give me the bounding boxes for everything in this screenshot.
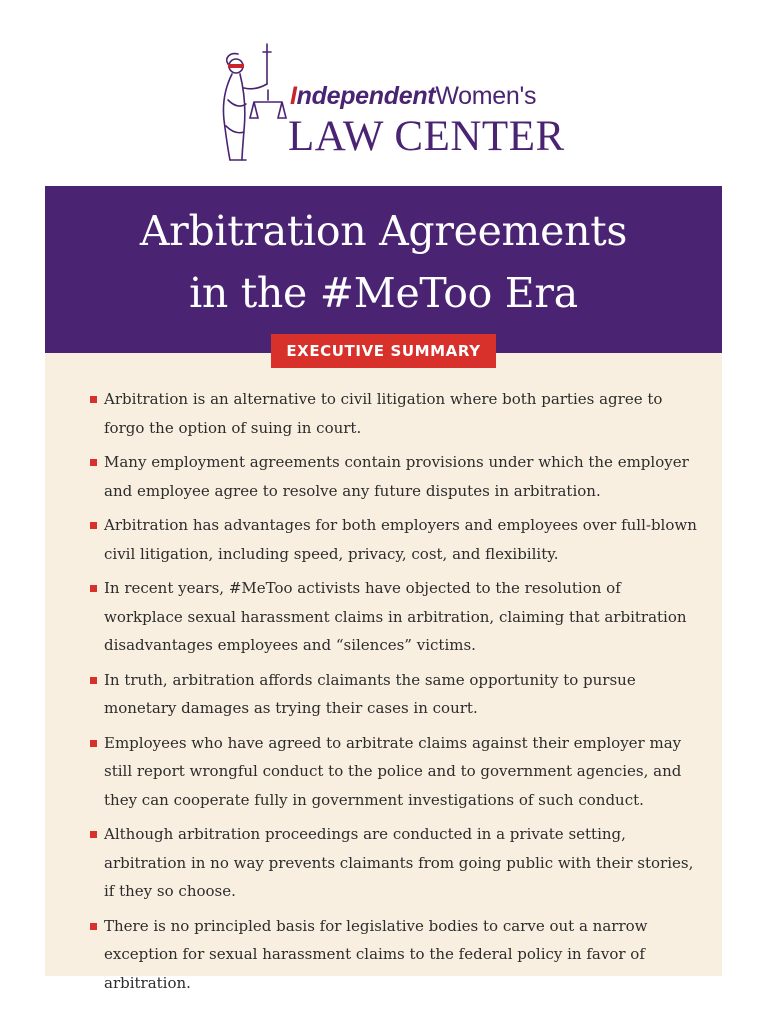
list-item-text: In truth, arbitration affords claimants the same opportunity to pursue monetary damages as trying their cases in court.	[104, 670, 636, 717]
page-title-line-1: Arbitration Agreements	[139, 207, 628, 255]
list-item-text: Employees who have agreed to arbitrate claims against their employer may still report wrongful conduct to the police and to government agencies, and they can cooperate fully in government investigations of such conduct.	[104, 733, 682, 809]
bullet-square-icon	[90, 923, 97, 930]
list-item	[90, 574, 700, 660]
list-item	[90, 385, 700, 442]
list-item	[90, 729, 700, 815]
list-item-text: Arbitration is an alternative to civil litigation where both parties agree to forgo the option of suing in court.	[104, 390, 663, 437]
brand-rest: ndependent	[296, 82, 436, 110]
list-item-text: There is no principled basis for legislative bodies to carve out a narrow exception for sexual harassment claims to the federal policy in favor of arbitration.	[104, 916, 648, 992]
list-item-text: In recent years, #MeToo activists have objected to the resolution of workplace sexual harassment claims in arbitration, claiming that arbitration disadvantages employees and “silences” victims.	[104, 579, 687, 654]
page-title-line-2: in the #MeToo Era	[189, 269, 578, 317]
title-banner	[45, 186, 722, 353]
summary-list	[90, 385, 700, 1003]
executive-summary-badge: EXECUTIVE SUMMARY	[271, 334, 496, 368]
list-item-text: Although arbitration proceedings are conducted in a private setting, arbitration in no way prevents claimants from going public with their stories, if they so choose.	[104, 825, 694, 900]
list-item	[90, 511, 700, 568]
list-item	[90, 448, 700, 505]
lady-justice-icon	[208, 40, 288, 165]
logo	[208, 40, 568, 170]
list-item	[90, 912, 700, 998]
bullet-square-icon	[90, 740, 97, 747]
brand-initial: I	[290, 82, 297, 110]
brand-suffix: Women's	[435, 82, 537, 110]
bullet-square-icon	[90, 396, 97, 403]
bullet-square-icon	[90, 522, 97, 529]
list-item-text: Many employment agreements contain provisions under which the employer and employee agree to resolve any future disputes in arbitration.	[104, 453, 689, 500]
list-item	[90, 666, 700, 723]
bullet-square-icon	[90, 831, 97, 838]
bullet-square-icon	[90, 677, 97, 684]
brand-name	[290, 82, 536, 111]
brand-subtitle: LAW CENTER	[288, 113, 565, 160]
list-item	[90, 820, 700, 906]
list-item-text: Arbitration has advantages for both employers and employees over full-blown civil litigation, including speed, privacy, cost, and flexibility.	[104, 516, 697, 563]
bullet-square-icon	[90, 459, 97, 466]
bullet-square-icon	[90, 585, 97, 592]
page-title	[45, 200, 722, 324]
